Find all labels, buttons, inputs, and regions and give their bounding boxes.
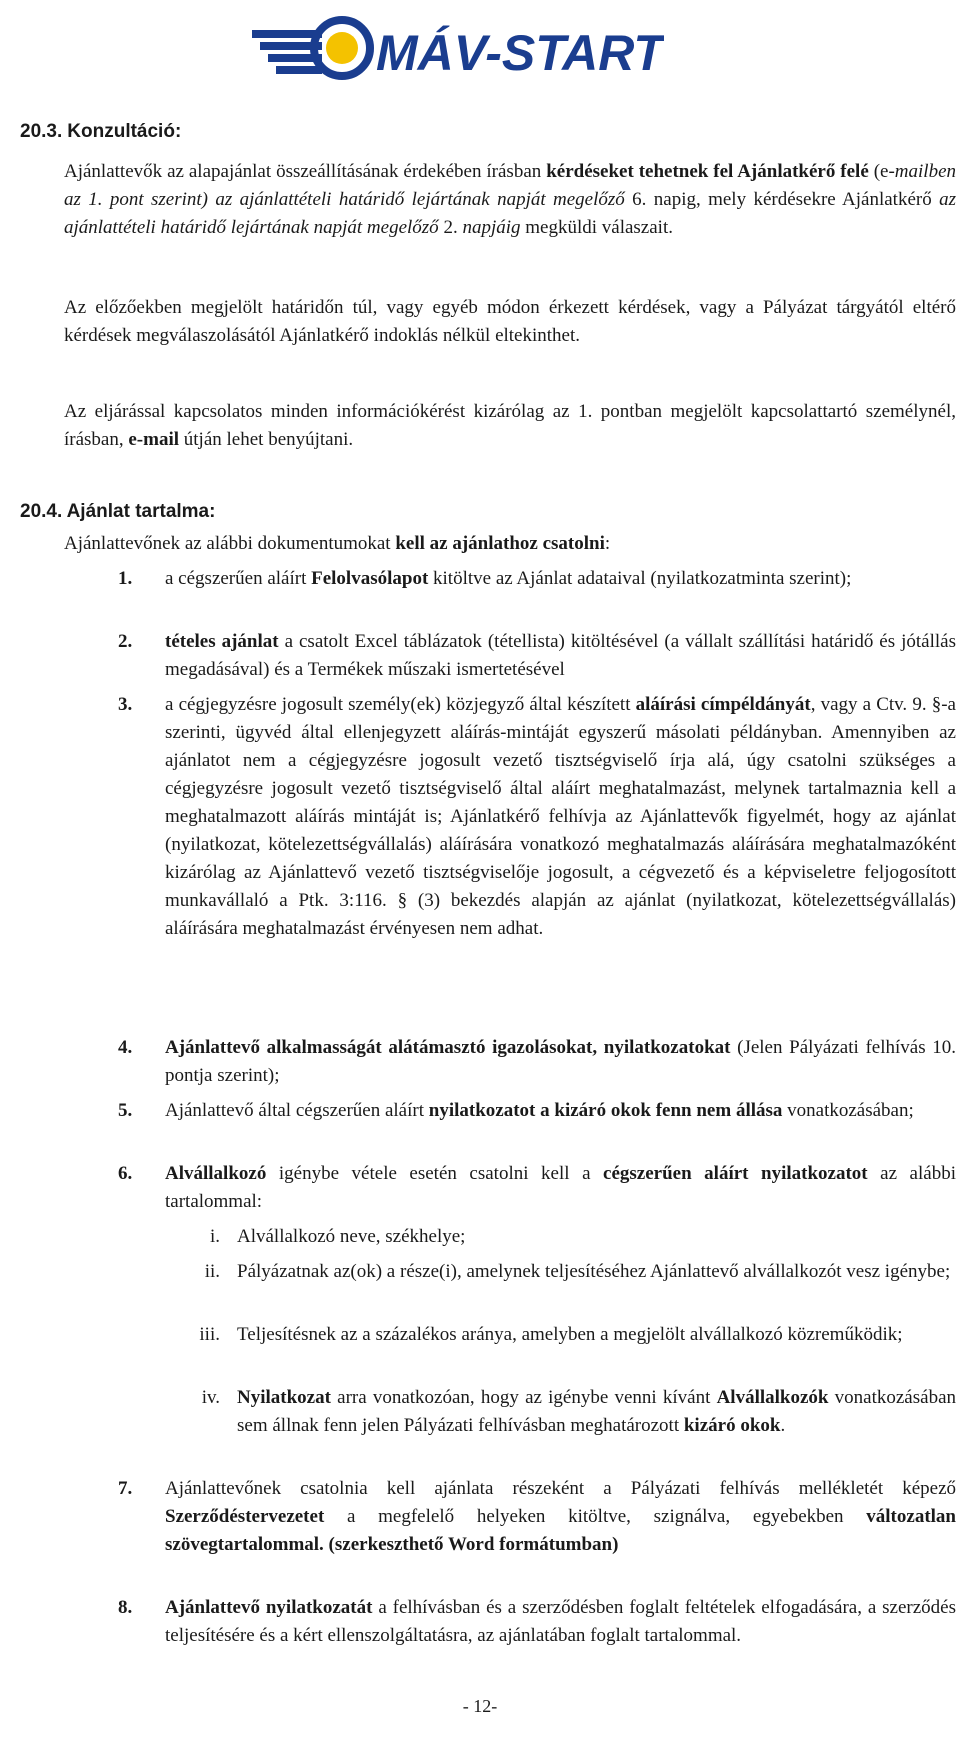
- list-item-5: Ajánlattevő által cégszerűen aláírt nyilatkozatot a kizáró okok fenn nem állása vonatkozásában;: [165, 1100, 914, 1121]
- list-item-4: Ajánlattevő alkalmasságát alátámasztó igazolásokat, nyilatkozatokat (Jelen Pályázati felhívás 10. pontja szerint);: [165, 1037, 956, 1086]
- list-item-8: Ajánlattevő nyilatkozatát a felhívásban és a szerződésben foglalt feltételek elfogadására, a szerződés teljesítésére és a kért ellenszolgáltatásra, az ajánlatában foglalt tartalommal.: [165, 1597, 956, 1646]
- section-title: Ajánlat tartalma:: [66, 501, 216, 522]
- list-item-7: Ajánlattevőnek csatolnia kell ajánlata részeként a Pályázati felhívás mellékletét képező Szerződéstervezetet a megfelelő helyeken kitöltve, szignálva, egyebekben változatlan szövegtartalommal. (szerkeszthető Word formátumban): [165, 1478, 956, 1555]
- consultation-paragraph-1: Ajánlattevők az alapajánlat összeállításának érdekében írásban kérdéseket tehetnek fel Ajánlatkérő felé (e-mailben az 1. pont szerint) az ajánlattételi határidő lejártának napját megelőző 6. napig, mely kérdésekre Ajánlatkérő az ajánlattételi határidő lejártának napját megelőző 2. napjáig megküldi válaszait.: [64, 161, 957, 238]
- list-item-number: 1.: [118, 568, 133, 589]
- sub-item-number: ii.: [204, 1261, 220, 1282]
- logo-wordmark: MÁV-START: [376, 25, 664, 80]
- sub-item-iii: Teljesítésnek az a százalékos aránya, amelyben a megjelölt alvállalkozó közreműködik;: [237, 1324, 903, 1345]
- list-item-3: a cégjegyzésre jogosult személy(ek) közjegyző által készített aláírási címpéldányát, vagy a Ctv. 9. §-a szerinti, ügyvéd által ellenjegyzett aláírás-mintáját egyszerű másolati példányban. Amennyiben az ajánlatot nem a cégjegyzésre jogosult vezető tisztségviselő írja alá, úgy csatolni szükséges a cégjegyzésre jogosult vezető tisztségviselő által aláírt meghatalmazást, melynek tartalmaznia kell a meghatalmazott aláírás mintáját is; Ajánlatkérő felhívja az Ajánlattevők figyelmét, hogy az ajánlat (nyilatkozat, kötelezettségvállalás) aláírására vonatkozó meghatalmazás aláírására meghatalmazóként kizárólag az Ajánlattevő vezető tisztségviselője jogosult, a cégvezető és a képviseletre feljogosított munkavállaló a Ptk. 3:116. § (3) bekezdés alapján az ajánlat (nyilatkozat, kötelezettségvállalás) aláírására meghatalmazást érvényesen nem adhat.: [165, 694, 956, 939]
- list-item-number: 6.: [118, 1163, 133, 1184]
- offer-intro: Ajánlattevőnek az alábbi dokumentumokat kell az ajánlathoz csatolni:: [64, 533, 611, 554]
- section-number: 20.3.: [20, 121, 63, 142]
- list-item-number: 5.: [118, 1100, 133, 1121]
- list-item-1: a cégszerűen aláírt Felolvasólapot kitöltve az Ajánlat adataival (nyilatkozatminta szerint);: [165, 568, 852, 589]
- consultation-paragraph-2: Az előzőekben megjelölt határidőn túl, vagy egyéb módon érkezett kérdések, vagy a Pályázat tárgyától eltérő kérdések megválaszolásától Ajánlatkérő indoklás nélkül eltekinthet.: [64, 297, 956, 346]
- section-title: Konzultáció:: [67, 121, 182, 142]
- logo-emblem: [252, 20, 370, 76]
- sub-item-ii: Pályázatnak az(ok) a része(i), amelynek teljesítéséhez Ajánlattevő alvállalkozót vesz igénybe;: [237, 1261, 951, 1282]
- section-number: 20.4.: [20, 501, 63, 522]
- list-item-number: 4.: [118, 1037, 133, 1058]
- sub-item-i: Alvállalkozó neve, székhelye;: [237, 1226, 466, 1247]
- list-item-number: 8.: [118, 1597, 133, 1618]
- list-item-number: 7.: [118, 1478, 133, 1499]
- section-heading-consultation: [20, 118, 181, 146]
- section-heading-offer-content: [20, 498, 215, 526]
- sub-item-number: i.: [209, 1226, 220, 1247]
- sub-item-iv: Nyilatkozat arra vonatkozóan, hogy az igénybe venni kívánt Alvállalkozók vonatkozásában sem állnak fenn jelen Pályázati felhívásban meghatározott kizáró okok.: [237, 1387, 957, 1436]
- list-item-6: Alvállalkozó igénybe vétele esetén csatolni kell a cégszerűen aláírt nyilatkozatot az alábbi tartalommal:: [165, 1163, 956, 1212]
- list-item-number: 2.: [118, 631, 133, 652]
- list-item-2: tételes ajánlat a csatolt Excel táblázatok (tétellista) kitöltésével (a vállalt szállítási határidő és jótállás megadásával) és a Termékek műszaki ismertetésével: [165, 631, 956, 680]
- consultation-paragraph-3: Az eljárással kapcsolatos minden információkérést kizárólag az 1. pontban megjelölt kapcsolattartó személynél, írásban, e-mail útján lehet benyújtani.: [64, 401, 956, 450]
- sub-item-number: iv.: [201, 1387, 220, 1408]
- sub-item-number: iii.: [199, 1324, 220, 1345]
- mav-start-logo: [252, 8, 664, 80]
- page-number: - 12-: [462, 1696, 498, 1716]
- list-item-number: 3.: [118, 694, 133, 715]
